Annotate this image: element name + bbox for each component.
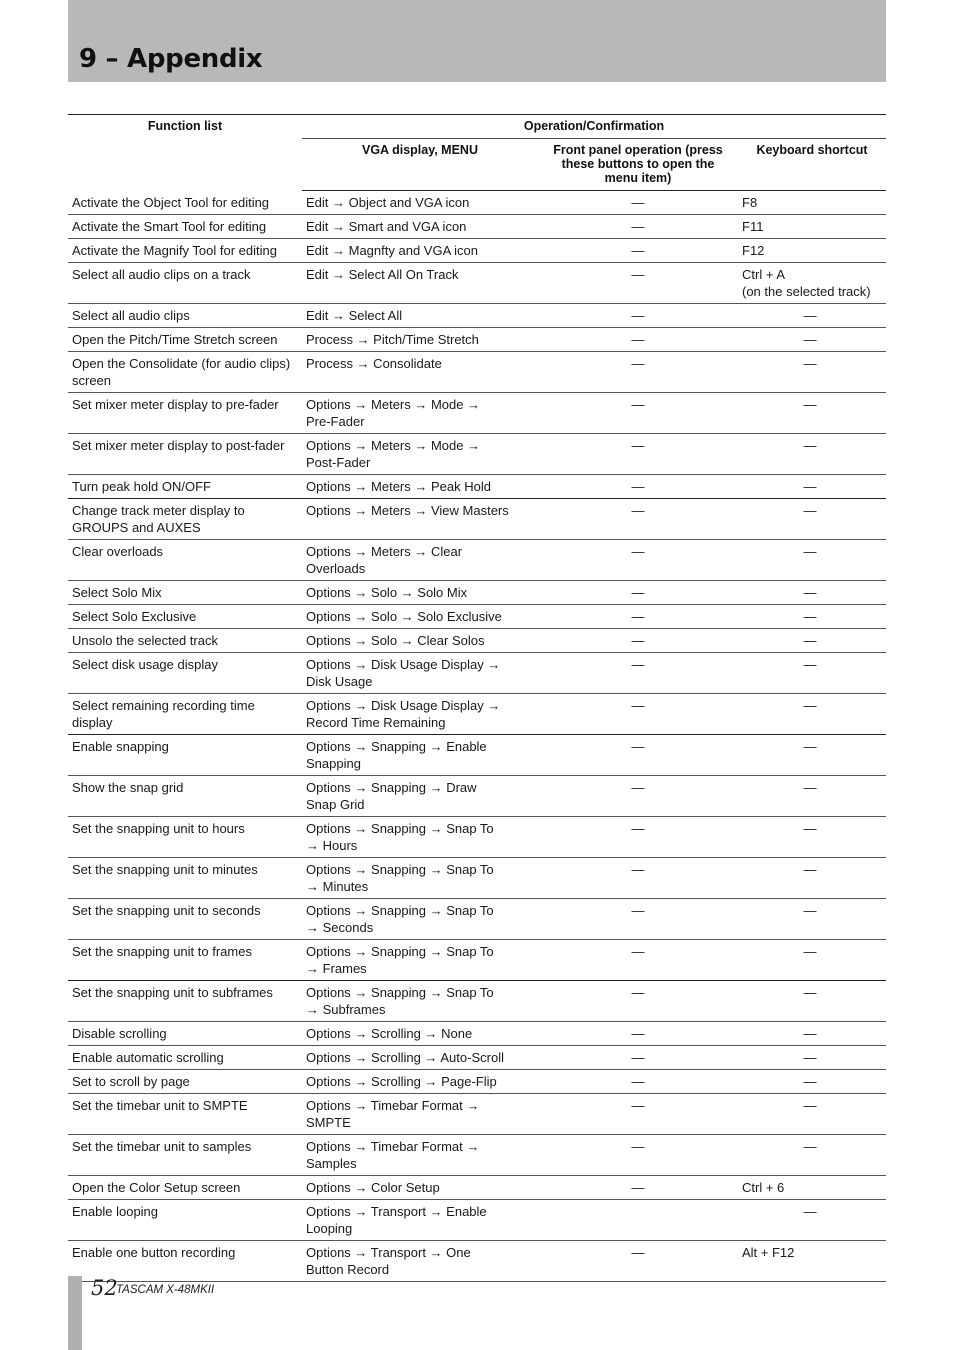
function-cell: Select Solo Exclusive bbox=[68, 605, 302, 629]
menu-path-cell: Options → Transport → Enable Looping bbox=[302, 1200, 538, 1241]
front-panel-cell: — bbox=[538, 263, 738, 304]
function-cell: Disable scrolling bbox=[68, 1022, 302, 1046]
table-row bbox=[68, 1070, 886, 1094]
front-panel-cell: — bbox=[538, 328, 738, 352]
table-row bbox=[68, 328, 886, 352]
shortcut-cell: — bbox=[738, 1022, 886, 1046]
menu-column-header: VGA display, MENU bbox=[302, 139, 538, 191]
function-cell: Set the timebar unit to SMPTE bbox=[68, 1094, 302, 1135]
menu-path-cell: Edit → Select All bbox=[302, 304, 538, 328]
front-panel-cell: — bbox=[538, 1241, 738, 1282]
front-panel-cell: — bbox=[538, 352, 738, 393]
function-cell: Set to scroll by page bbox=[68, 1070, 302, 1094]
function-cell: Set mixer meter display to post-fader bbox=[68, 434, 302, 475]
front-panel-cell: — bbox=[538, 981, 738, 1022]
menu-path-cell: Options → Meters → Mode → Pre-Fader bbox=[302, 393, 538, 434]
menu-path-cell: Options → Scrolling → Page-Flip bbox=[302, 1070, 538, 1094]
front-panel-cell: — bbox=[538, 735, 738, 776]
menu-path-cell: Edit → Select All On Track bbox=[302, 263, 538, 304]
menu-path-cell: Options → Scrolling → None bbox=[302, 1022, 538, 1046]
front-panel-cell: — bbox=[538, 304, 738, 328]
function-cell: Set the snapping unit to hours bbox=[68, 817, 302, 858]
menu-path-cell: Edit → Magnfty and VGA icon bbox=[302, 239, 538, 263]
function-cell: Activate the Magnify Tool for editing bbox=[68, 239, 302, 263]
table-row bbox=[68, 239, 886, 263]
function-cell: Turn peak hold ON/OFF bbox=[68, 475, 302, 499]
function-cell: Change track meter display to GROUPS and AUXES bbox=[68, 499, 302, 540]
menu-path-cell: Options → Disk Usage Display → Record Time Remaining bbox=[302, 694, 538, 735]
table-row bbox=[68, 1046, 886, 1070]
table-row bbox=[68, 1135, 886, 1176]
function-cell: Set the snapping unit to seconds bbox=[68, 899, 302, 940]
function-cell: Unsolo the selected track bbox=[68, 629, 302, 653]
function-cell: Select Solo Mix bbox=[68, 581, 302, 605]
function-cell: Select all audio clips bbox=[68, 304, 302, 328]
menu-path-cell: Options → Snapping → Snap To → Frames bbox=[302, 940, 538, 981]
function-cell: Set the snapping unit to subframes bbox=[68, 981, 302, 1022]
function-cell: Select all audio clips on a track bbox=[68, 263, 302, 304]
menu-path-cell: Options → Disk Usage Display → Disk Usage bbox=[302, 653, 538, 694]
function-cell: Enable looping bbox=[68, 1200, 302, 1241]
front-panel-cell: — bbox=[538, 540, 738, 581]
front-panel-cell: — bbox=[538, 1094, 738, 1135]
function-cell: Select disk usage display bbox=[68, 653, 302, 694]
table-row bbox=[68, 817, 886, 858]
function-list-header: Function list bbox=[68, 115, 302, 191]
shortcut-cell: — bbox=[738, 1070, 886, 1094]
menu-path-cell: Options → Solo → Solo Mix bbox=[302, 581, 538, 605]
menu-path-cell: Options → Solo → Clear Solos bbox=[302, 629, 538, 653]
shortcut-cell: — bbox=[738, 540, 886, 581]
menu-path-cell: Process → Pitch/Time Stretch bbox=[302, 328, 538, 352]
table-row bbox=[68, 694, 886, 735]
menu-path-cell: Options → Timebar Format → Samples bbox=[302, 1135, 538, 1176]
menu-path-cell: Options → Snapping → Snap To → Minutes bbox=[302, 858, 538, 899]
shortcut-cell: — bbox=[738, 605, 886, 629]
menu-path-cell: Process → Consolidate bbox=[302, 352, 538, 393]
menu-path-cell: Options → Meters → Clear Overloads bbox=[302, 540, 538, 581]
function-cell: Clear overloads bbox=[68, 540, 302, 581]
shortcut-cell: — bbox=[738, 499, 886, 540]
shortcut-cell: Ctrl + 6 bbox=[738, 1176, 886, 1200]
shortcut-cell: — bbox=[738, 352, 886, 393]
front-panel-cell: — bbox=[538, 817, 738, 858]
function-cell: Show the snap grid bbox=[68, 776, 302, 817]
table-row bbox=[68, 1200, 886, 1241]
front-panel-cell: — bbox=[538, 434, 738, 475]
front-panel-cell: — bbox=[538, 1135, 738, 1176]
shortcut-cell: — bbox=[738, 1200, 886, 1241]
shortcut-cell: — bbox=[738, 858, 886, 899]
function-cell: Set the timebar unit to samples bbox=[68, 1135, 302, 1176]
shortcut-cell: — bbox=[738, 1094, 886, 1135]
shortcut-cell: — bbox=[738, 304, 886, 328]
front-panel-cell: — bbox=[538, 629, 738, 653]
table-row bbox=[68, 776, 886, 817]
menu-path-cell: Options → Meters → View Masters bbox=[302, 499, 538, 540]
page-number: 52 bbox=[91, 1276, 118, 1300]
front-panel-cell: — bbox=[538, 776, 738, 817]
shortcut-cell: — bbox=[738, 981, 886, 1022]
table-row bbox=[68, 499, 886, 540]
table-row bbox=[68, 605, 886, 629]
shortcut-cell: — bbox=[738, 1046, 886, 1070]
table-row bbox=[68, 434, 886, 475]
shortcut-cell: — bbox=[738, 735, 886, 776]
shortcut-cell: — bbox=[738, 817, 886, 858]
menu-path-cell: Options → Transport → One Button Record bbox=[302, 1241, 538, 1282]
shortcut-cell: — bbox=[738, 629, 886, 653]
front-panel-cell: — bbox=[538, 940, 738, 981]
table-row bbox=[68, 858, 886, 899]
table-row bbox=[68, 304, 886, 328]
front-panel-cell: — bbox=[538, 581, 738, 605]
table-row bbox=[68, 1022, 886, 1046]
menu-path-cell: Options → Snapping → Snap To → Hours bbox=[302, 817, 538, 858]
table-row bbox=[68, 735, 886, 776]
menu-path-cell: Options → Snapping → Snap To → Seconds bbox=[302, 899, 538, 940]
front-panel-cell: — bbox=[538, 1176, 738, 1200]
table-row bbox=[68, 263, 886, 304]
menu-path-cell: Edit → Smart and VGA icon bbox=[302, 215, 538, 239]
shortcut-cell: — bbox=[738, 694, 886, 735]
menu-path-cell: Options → Color Setup bbox=[302, 1176, 538, 1200]
table-row bbox=[68, 629, 886, 653]
table-row bbox=[68, 581, 886, 605]
shortcut-cell: F12 bbox=[738, 239, 886, 263]
shortcut-cell: F11 bbox=[738, 215, 886, 239]
front-panel-cell: — bbox=[538, 858, 738, 899]
front-panel-cell: — bbox=[538, 191, 738, 215]
front-panel-cell: — bbox=[538, 393, 738, 434]
menu-path-cell: Options → Meters → Mode → Post-Fader bbox=[302, 434, 538, 475]
shortcut-cell: Alt + F12 bbox=[738, 1241, 886, 1282]
shortcut-cell: — bbox=[738, 776, 886, 817]
front-panel-cell bbox=[538, 1200, 738, 1241]
table-row bbox=[68, 540, 886, 581]
table-row bbox=[68, 191, 886, 215]
menu-path-cell: Options → Snapping → Enable Snapping bbox=[302, 735, 538, 776]
menu-path-cell: Options → Snapping → Draw Snap Grid bbox=[302, 776, 538, 817]
front-panel-column-header: Front panel operation (press these buttons to open the menu item) bbox=[538, 139, 738, 191]
table-row bbox=[68, 981, 886, 1022]
shortcut-cell: — bbox=[738, 581, 886, 605]
shortcut-cell: — bbox=[738, 899, 886, 940]
function-cell: Set the snapping unit to minutes bbox=[68, 858, 302, 899]
function-cell: Activate the Smart Tool for editing bbox=[68, 215, 302, 239]
front-panel-cell: — bbox=[538, 1070, 738, 1094]
model-name: TASCAM X-48MKII bbox=[116, 1284, 215, 1296]
front-panel-cell: — bbox=[538, 899, 738, 940]
table-row bbox=[68, 1094, 886, 1135]
shortcut-cell: — bbox=[738, 393, 886, 434]
menu-path-cell: Options → Snapping → Snap To → Subframes bbox=[302, 981, 538, 1022]
function-cell: Enable snapping bbox=[68, 735, 302, 776]
front-panel-cell: — bbox=[538, 605, 738, 629]
menu-path-cell: Options → Solo → Solo Exclusive bbox=[302, 605, 538, 629]
shortcut-cell: — bbox=[738, 434, 886, 475]
front-panel-cell: — bbox=[538, 475, 738, 499]
function-cell: Open the Consolidate (for audio clips) screen bbox=[68, 352, 302, 393]
function-cell: Open the Pitch/Time Stretch screen bbox=[68, 328, 302, 352]
menu-path-cell: Edit → Object and VGA icon bbox=[302, 191, 538, 215]
table-row bbox=[68, 215, 886, 239]
function-cell: Enable one button recording bbox=[68, 1241, 302, 1282]
footer-bar bbox=[68, 1276, 82, 1350]
table-row bbox=[68, 1241, 886, 1282]
front-panel-cell: — bbox=[538, 1022, 738, 1046]
shortcut-cell: — bbox=[738, 940, 886, 981]
shortcut-cell: — bbox=[738, 328, 886, 352]
function-cell: Activate the Object Tool for editing bbox=[68, 191, 302, 215]
table-row bbox=[68, 940, 886, 981]
table-row bbox=[68, 352, 886, 393]
page-title: 9 – Appendix bbox=[79, 44, 263, 74]
front-panel-cell: — bbox=[538, 653, 738, 694]
shortcut-cell: F8 bbox=[738, 191, 886, 215]
shortcut-column-header: Keyboard shortcut bbox=[738, 139, 886, 191]
front-panel-cell: — bbox=[538, 239, 738, 263]
function-cell: Open the Color Setup screen bbox=[68, 1176, 302, 1200]
menu-path-cell: Options → Scrolling → Auto-Scroll bbox=[302, 1046, 538, 1070]
front-panel-cell: — bbox=[538, 694, 738, 735]
header-bar bbox=[68, 0, 886, 82]
shortcut-cell: — bbox=[738, 653, 886, 694]
shortcut-cell: — bbox=[738, 1135, 886, 1176]
front-panel-cell: — bbox=[538, 215, 738, 239]
function-cell: Select remaining recording time display bbox=[68, 694, 302, 735]
function-cell: Set the snapping unit to frames bbox=[68, 940, 302, 981]
shortcut-cell: Ctrl + A (on the selected track) bbox=[738, 263, 886, 304]
menu-path-cell: Options → Meters → Peak Hold bbox=[302, 475, 538, 499]
table-row bbox=[68, 393, 886, 434]
menu-path-cell: Options → Timebar Format → SMPTE bbox=[302, 1094, 538, 1135]
operation-header: Operation/Confirmation bbox=[302, 115, 886, 139]
table-row bbox=[68, 899, 886, 940]
table-row bbox=[68, 475, 886, 499]
function-list-table bbox=[68, 114, 886, 1282]
function-cell: Enable automatic scrolling bbox=[68, 1046, 302, 1070]
front-panel-cell: — bbox=[538, 1046, 738, 1070]
front-panel-cell: — bbox=[538, 499, 738, 540]
table-row bbox=[68, 1176, 886, 1200]
function-cell: Set mixer meter display to pre-fader bbox=[68, 393, 302, 434]
shortcut-cell: — bbox=[738, 475, 886, 499]
table-row bbox=[68, 653, 886, 694]
